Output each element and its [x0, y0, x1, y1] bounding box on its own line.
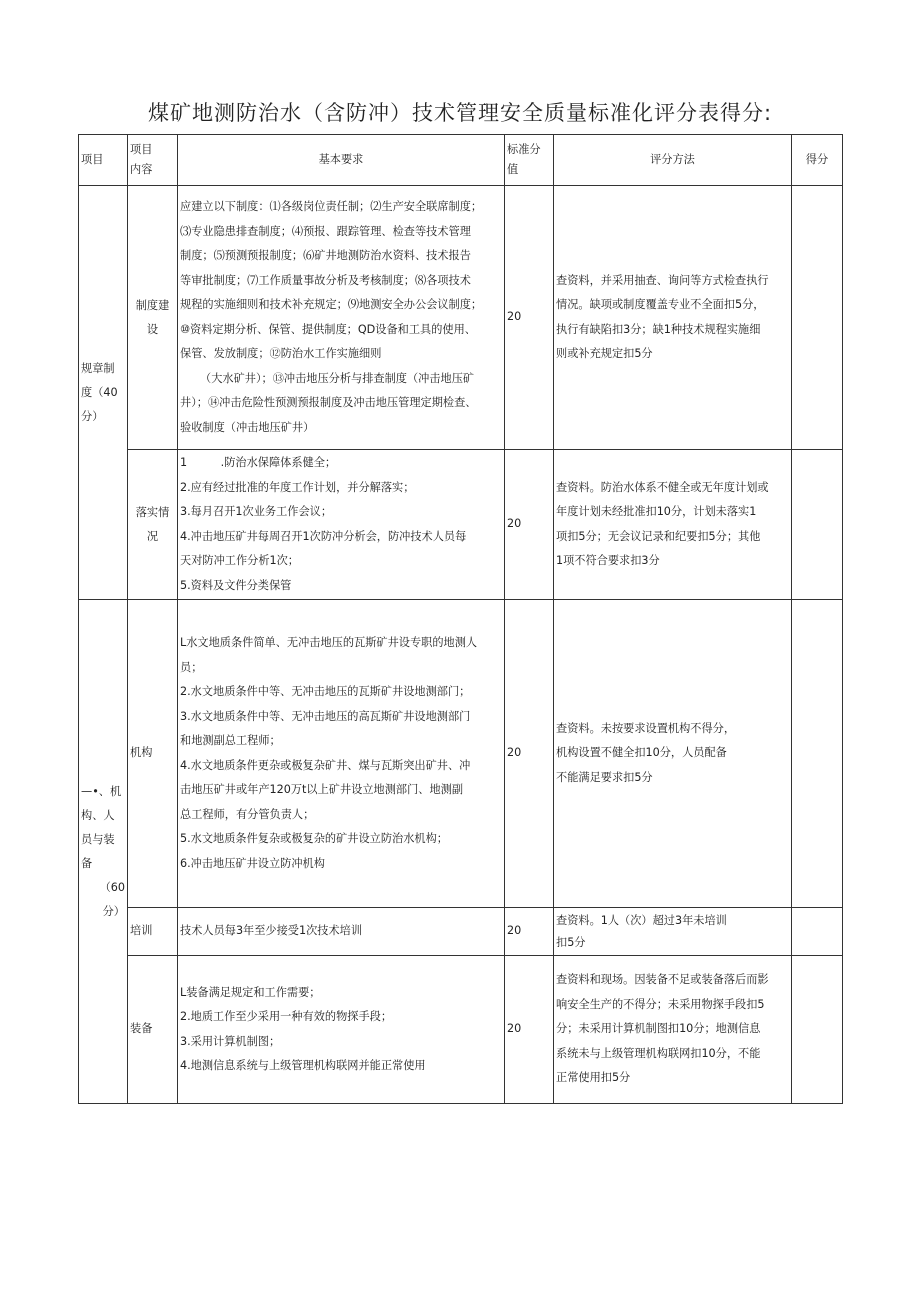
item-method: 查资料和现场。因装备不足或装备落后而影 响安全生产的不得分；未采用物探手段扣5 分；未采用计算机制图扣10分；地测信息 系统未与上级管理机构联网扣10分，不能 正常使用扣5分: [554, 956, 792, 1104]
item-content: 制度建 设: [128, 186, 178, 450]
table-row: [79, 600, 843, 908]
item-score: 20: [505, 600, 554, 908]
item-requirements: 技术人员每3年至少接受1次技术培训: [178, 908, 505, 956]
section-name: 规章制 度（40 分）: [79, 186, 128, 600]
item-score: 20: [505, 186, 554, 450]
item-got: [792, 600, 843, 908]
header-content: 项目 内容: [128, 135, 178, 186]
item-content: 装备: [128, 956, 178, 1104]
header-method: 评分方法: [554, 135, 792, 186]
item-content: 机构: [128, 600, 178, 908]
item-got: [792, 186, 843, 450]
header-project: 项目: [79, 135, 128, 186]
section-name: —•、机 构、人 员与装 备 （60 分）: [79, 600, 128, 1104]
item-content: 培训: [128, 908, 178, 956]
item-got: [792, 908, 843, 956]
item-method: 查资料。防治水体系不健全或无年度计划或 年度计划未经批准扣10分，计划未落实1 项扣5分；无会议记录和纪要扣5分；其他 1项不符合要求扣3分: [554, 450, 792, 600]
item-method: 查资料。1人（次）超过3年未培训 扣5分: [554, 908, 792, 956]
header-score: 标准分 值: [505, 135, 554, 186]
item-score: 20: [505, 956, 554, 1104]
table-row: [79, 186, 843, 450]
item-requirements: L水文地质条件简单、无冲击地压的瓦斯矿井设专职的地测人 员； 2.水文地质条件中等、无冲击地压的瓦斯矿井设地测部门； 3.水文地质条件中等、无冲击地压的高瓦斯矿井设地测部门 和地测副总工程师； 4.水文地质条件更杂或极复杂矿井、煤与瓦斯突出矿井、冲 击地压矿井或年产120万t以上矿井设立地测部门、地测副 总工程师，有分管负责人； 5.水文地质条件复杂或极复杂的矿井设立防治水机构； 6.冲击地压矿井设立防冲机构: [178, 600, 505, 908]
table-row: [79, 908, 843, 956]
item-method: 查资料。未按要求设置机构不得分， 机构设置不健全扣10分，人员配备 不能满足要求扣5分: [554, 600, 792, 908]
header-row: [79, 135, 843, 186]
header-got: 得分: [792, 135, 843, 186]
item-got: [792, 450, 843, 600]
item-content: 落实情 况: [128, 450, 178, 600]
item-score: 20: [505, 450, 554, 600]
item-requirements: 应建立以下制度：⑴各级岗位责任制；⑵生产安全联席制度； ⑶专业隐患排查制度；⑷预报、跟踪管理、检查等技术管理 制度；⑸预测预报制度；⑹矿井地测防治水资料、技术报告 等审批制度；⑺工作质量事故分析及考核制度；⑻各项技术 规程的实施细则和技术补充规定；⑼地测安全办公会议制度； ⑩资料定期分析、保管、提供制度；QD设备和工具的使用、 保管、发放制度；⑫防治水工作实施细则 （大水矿井）；⑬冲击地压分析与排查制度（冲击地压矿 井）；⑭冲击危险性预测预报制度及冲击地压管理定期检查、 验收制度（冲击地压矿井）: [178, 186, 505, 450]
item-requirements: 1 .防治水保障体系健全； 2.应有经过批准的年度工作计划，并分解落实； 3.每月召开1次业务工作会议； 4.冲击地压矿井每周召开1次防冲分析会，防冲技术人员每 天对防冲工作分析1次； 5.资料及文件分类保管: [178, 450, 505, 600]
table-row: [79, 956, 843, 1104]
item-got: [792, 956, 843, 1104]
item-method: 查资料，并采用抽查、询问等方式检查执行 情况。缺项或制度覆盖专业不全面扣5分， 执行有缺陷扣3分；缺1种技术规程实施细 则或补充规定扣5分: [554, 186, 792, 450]
item-requirements: L装备满足规定和工作需要； 2.地质工作至少采用一种有效的物探手段； 3.采用计算机制图； 4.地测信息系统与上级管理机构联网并能正常使用: [178, 956, 505, 1104]
table-row: [79, 450, 843, 600]
score-table: [78, 134, 843, 1104]
item-score: 20: [505, 908, 554, 956]
header-requirements: 基本要求: [178, 135, 505, 186]
page-title: 煤矿地测防治水（含防冲）技术管理安全质量标准化评分表得分:: [147, 101, 773, 125]
